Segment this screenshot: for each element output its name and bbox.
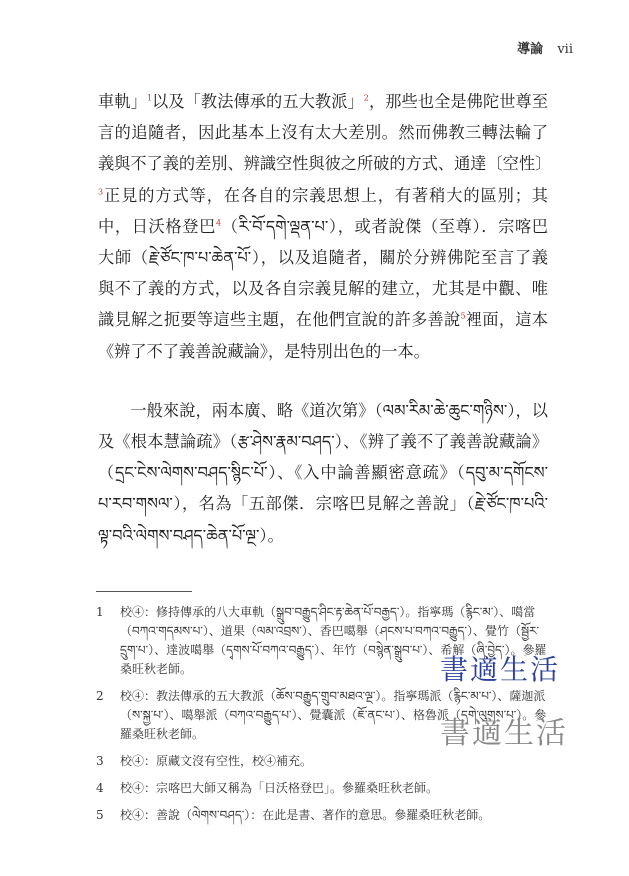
- footnote-5: [96, 806, 548, 825]
- page-header: [517, 38, 573, 57]
- paragraph-2: [98, 395, 548, 551]
- main-text: [98, 86, 552, 551]
- watermark-line-2: 書適生活: [440, 716, 568, 751]
- footnote-number: 2: [96, 689, 104, 703]
- footnote-ref-4[interactable]: 4: [215, 218, 222, 228]
- footnote-number: 1: [96, 605, 104, 619]
- footnote-3: [96, 752, 548, 771]
- text-run: 一般來說，兩本廣、略《道次第》（ལམ་རིམ་ཆེ་ཆུང་གཉིས་），以及《根本慧論疏》（རྩ་ཤེས་རྣམ་བཤད་）、《辨了義不了義善說藏論》（དྲང་ངེས་ལེགས་བཤད་སྙིང་པོ་）、《入中論善顯密意疏》（དབུ་མ་དགོངས་པ་རབ་གསལ་），名為「五部傑．宗喀巴見解之善說」（རྗེ་ཙོང་ཁ་པའི་ལྟ་བའི་ལེགས་བཤད་ཆེན་པོ་ལྔ་）。: [98, 400, 548, 545]
- chapter-title: 導論: [517, 42, 544, 57]
- footnote-text: 校④：宗喀巴大師又稱為「日沃格登巴」。參羅桑旺秋老師。: [120, 781, 439, 795]
- footnote-text: 校④：修持傳承的八大車軌（སྒྲུབ་བརྒྱུད་ཤིང་རྟ་ཆེན་པོ་བརྒྱད་）。指寧瑪（རྙིང་མ་）、噶當（བཀའ་གདམས་པ་）、道果（ལམ་འབྲས་）、香巴噶舉（ཤངས་པ་བཀའ་བརྒྱུད་）、覺竹（སྦྱོར་དྲུག་པ་）、達波噶舉（དྭགས་པོ་བཀའ་བརྒྱུད་）、年竹（བསྙེན་སྒྲུབ་པ་）、希解（ཞི་བྱེད་）。參羅桑旺秋老師。: [120, 605, 547, 676]
- footnote-ref-1[interactable]: 1: [146, 93, 152, 103]
- page-number: vii: [557, 42, 573, 57]
- footnote-text: 校④：原藏文沒有空性，校④補充。: [120, 754, 313, 768]
- footnote-number: 4: [96, 781, 104, 795]
- paragraph-1: [98, 86, 552, 367]
- text-run: 車軌」: [98, 92, 147, 111]
- text-run: （རི་བོ་དགེ་ལྡན་པ་），或者說傑（至尊）．宗喀巴大師（རྗེ་ཙོང་ཁ་པ་ཆེན་པོ་），以及追隨者，關於分辨佛陀至言了義與不了義的方式，以及各自宗義見解的建立，尤其是中觀、唯識見解之扼要等這些主題，在他們宣說的許多善說: [98, 216, 548, 330]
- text-run: 以及「教法傳承的五大教派」: [151, 92, 364, 111]
- footnote-ref-5[interactable]: 5: [460, 312, 466, 322]
- footnote-ref-2[interactable]: 2: [363, 93, 369, 103]
- footnote-number: 5: [96, 808, 104, 822]
- watermark-line-1: 書適生活: [440, 653, 561, 686]
- text-run: 裡面，這本《辨了不了義善說藏論》，是特別出色的一本。: [98, 310, 548, 361]
- footnote-divider: [96, 591, 192, 592]
- footnote-number: 3: [96, 754, 104, 768]
- footnote-text: 校④：善說（ལེགས་བཤད་）：在此是書、著作的意思。參羅桑旺秋老師。: [120, 808, 491, 822]
- text-run: ，那些也全是佛陀世尊至言的追隨者，因此基本上沒有太大差別。然而佛教三轉法輪了義與不了義的差別、辨識空性與彼之所破的方式、通達〔空性〕: [98, 92, 552, 174]
- text-run: 正見的方式等，在各自的宗義思想上，有著稍大的區別；其中，日沃格登巴: [98, 185, 548, 236]
- footnote-ref-3[interactable]: 3: [98, 187, 104, 197]
- footnote-text: 校④：教法傳承的五大教派（ཆོས་བརྒྱུད་གྲུབ་མཐའ་ལྔ་）。指寧瑪派（རྙིང་མ་པ་）、薩迦派（ས་སྐྱ་པ་）、噶舉派（བཀའ་བརྒྱུད་པ་）、覺囊派（ཇོ་ནང་པ་）、格魯派（དགེ་ལུགས་པ་）。參羅桑旺秋老師。: [120, 689, 547, 741]
- footnote-4: [96, 779, 548, 798]
